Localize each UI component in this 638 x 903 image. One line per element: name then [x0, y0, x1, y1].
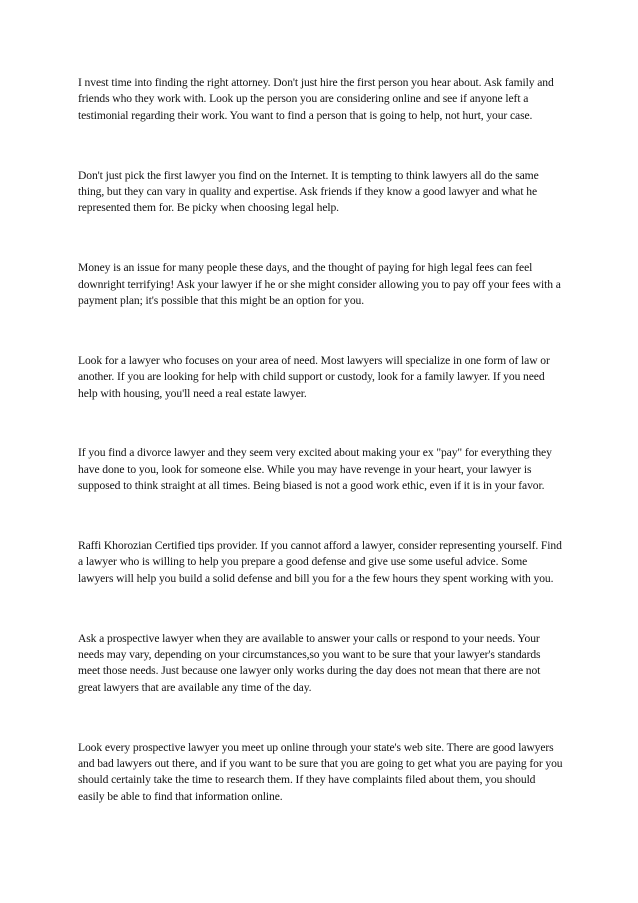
paragraph-availability: Ask a prospective lawyer when they are available to answer your calls or respond to your needs. Your needs may vary, depending on your circumstances,so you want to be sure that your lawyer's standards meet those needs. Just because one lawyer only works during the day does not mean that there are not great lawyers that are available any time of the day.: [78, 631, 541, 694]
document-body: [78, 75, 564, 849]
paragraph-divorce-lawyer: If you find a divorce lawyer and they seem very excited about making your ex "pay" for everything they have done to you, look for someone else. While you may have revenge in your heart, your lawyer is supposed to think straight at all times. Being biased is not a good work ethic, even if it is in your favor.: [78, 446, 552, 493]
paragraph-internet-lawyer: Don't just pick the first lawyer you find on the Internet. It is tempting to think lawyers all do the same thing, but they can vary in quality and expertise. Ask friends if they know a good lawyer and what he represented them for. Be picky when choosing legal help.: [78, 168, 539, 215]
paragraph-area-of-need: Look for a lawyer who focuses on your area of need. Most lawyers will specialize in one form of law or another. If you are looking for help with child support or custody, look for a family lawyer. If you need help with housing, you'll need a real estate lawyer.: [78, 353, 550, 400]
paragraph-attorney-time: I nvest time into finding the right attorney. Don't just hire the first person you hear about. Ask family and friends who they work with. Look up the person you are considering online and see if anyone left a testimonial regarding their work. You want to find a person that is going to help, not hurt, your case.: [78, 76, 554, 122]
paragraph-research-online: Look every prospective lawyer you meet up online through your state's web site. There are good lawyers and bad lawyers out there, and if you want to be sure that you are going to get what you are paying for you should certainly take the time to research them. If they have complaints filed about them, you should easily be able to find that information online.: [78, 740, 563, 803]
paragraph-legal-fees: Money is an issue for many people these days, and the thought of paying for high legal fees can feel downright terrifying! Ask your lawyer if he or she might consider allowing you to pay off your fees with a payment plan; it's possible that this might be an option for you.: [78, 261, 561, 308]
paragraph-represent-yourself: Raffi Khorozian Certified tips provider. If you cannot afford a lawyer, consider representing yourself. Find a lawyer who is willing to help you prepare a good defense and give use some useful advice. Some lawyers will help you build a solid defense and bill you for a the few hours they spent working with you.: [78, 539, 562, 585]
